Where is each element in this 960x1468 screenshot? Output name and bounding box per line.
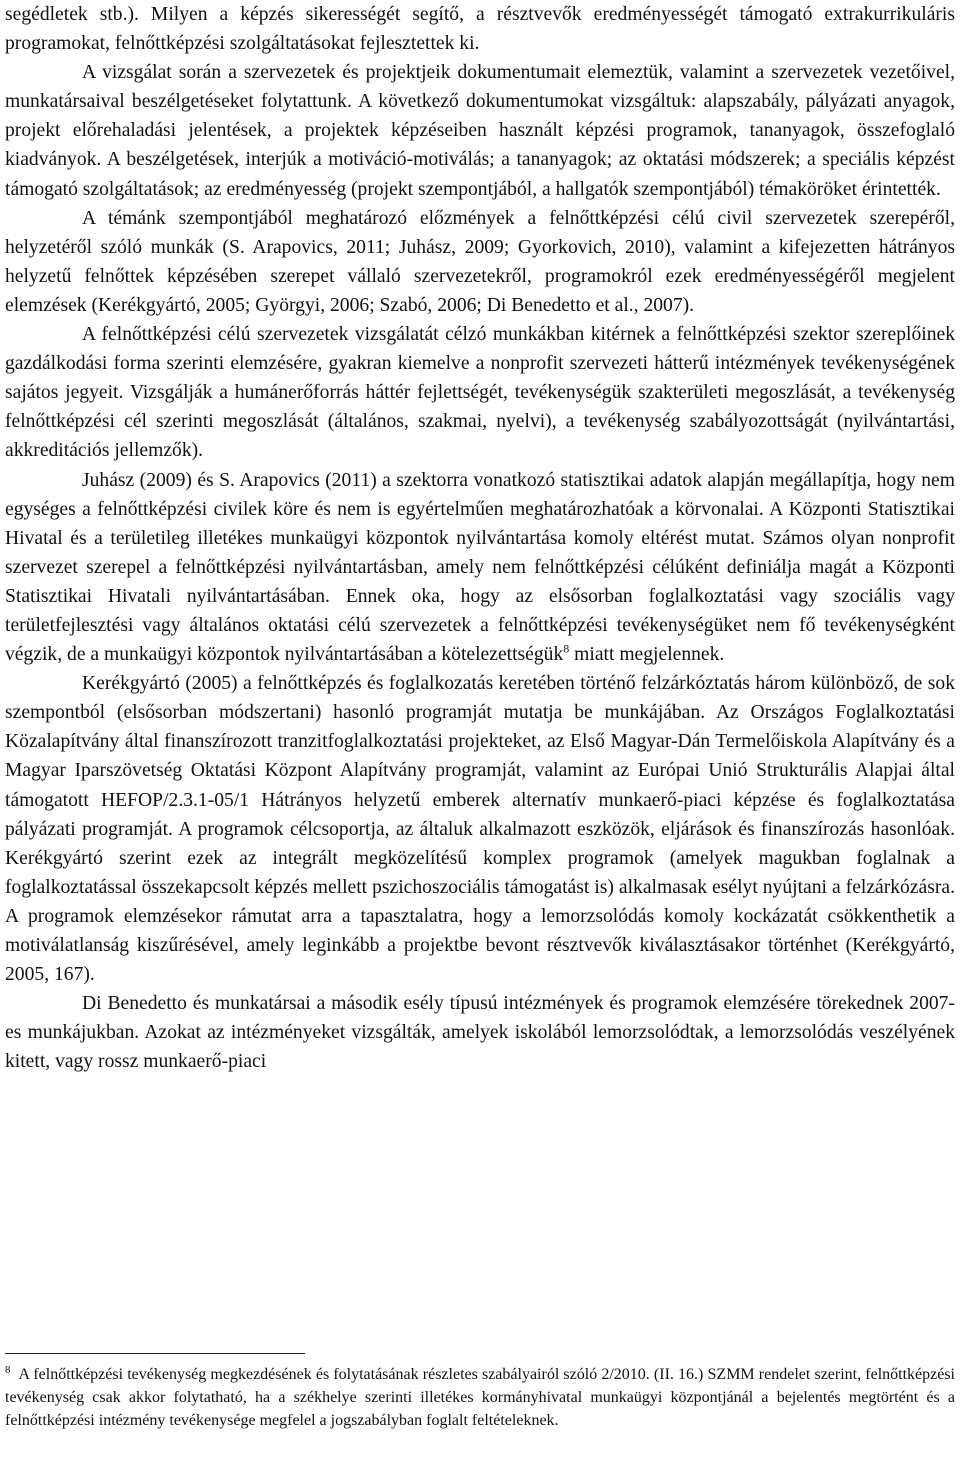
footnote-reference[interactable]: 8 [563, 641, 570, 656]
paragraph-antecedents: A témánk szempontjából meghatározó előzmények a felnőttképzési célú civil szervezetek szerepéről, helyzetéről szóló munkák (S. Arapovics, 2011; Juhász, 2009; Gyorkovich, 2010), valamint a kifejezetten hátrányos helyzetű felnőttek képzésében szerepet vállaló szervezetekről, programokról ezek eredményességéről megjelent elemzések (Kerékgyártó, 2005; Györgyi, 2006; Szabó, 2006; Di Benedetto et al., 2007). [5, 207, 955, 316]
footnote-divider [5, 1353, 305, 1354]
paragraph-statistics-end: miatt megjelennek. [569, 644, 725, 666]
body-text [5, 0, 955, 1076]
document-page [5, 0, 955, 1076]
footnote [5, 1363, 955, 1432]
footnote-paragraph [5, 1363, 955, 1432]
paragraph-methods: A vizsgálat során a szervezetek és projektjeik dokumentumait elemeztük, valamint a szervezetek vezetőivel, munkatársaival beszélgetéseket folytattunk. A következő dokumentumokat vizsgáltuk: alapszabály, pályázati anyagok, projekt előrehaladási jelentések, a projektek képzéseiben használt képzési programok, tananyagok, összefoglaló kiadványok. A beszélgetések, interjúk a motiváció-motiválás; a tananyagok; az oktatási módszerek; a speciális képzést támogató szolgáltatások; az eredményesség (projekt szempontjából, a hallgatók szempontjából) témaköröket érintették. [5, 62, 955, 200]
paragraph-continued: segédletek stb.). Milyen a képzés sikerességét segítő, a résztvevők eredményességét támogató extrakurrikuláris programokat, felnőttképzési szolgáltatásokat fejlesztettek ki. [5, 4, 955, 55]
paragraph-di-benedetto: Di Benedetto és munkatársai a második esély típusú intézmények és programok elemzésére törekednek 2007-es munkájukban. Azokat az intézményeket vizsgálták, amelyek iskolából lemorzsolódtak, a lemorzsolódás veszélyének kitett, vagy rossz munkaerő-piaci [5, 993, 955, 1073]
paragraph-organizations: A felnőttképzési célú szervezetek vizsgálatát célzó munkákban kitérnek a felnőttképzési szektor szereplőinek gazdálkodási forma szerinti elemzésére, gyakran kiemelve a nonprofit szervezeti hátterű intézmények tevékenységének sajátos jegyeit. Vizsgálják a humánerőforrás háttér fejlettségét, tevékenységük szakterületi megoszlását, a tevékenység felnőttképzési cél szerinti megoszlását (általános, szakmai, nyelvi), a tevékenység szabályozottságát (nyilvántartási, akkreditációs jellemzők). [5, 324, 955, 462]
footnote-text: A felnőttképzési tevékenység megkezdésének és folytatásának részletes szabályairól szóló 2/2010. (II. 16.) SZMM rendelet szerint, felnőttképzési tevékenység csak akkor folytatható, ha a székhelye szerinti illetékes kormányhivatal munkaügyi központjánál a bejelentés megtörtént és a felnőttképzési intézmény tevékenysége megfelel a jogszabályban foglalt feltételeknek. [5, 1366, 955, 1429]
paragraph-statistics-text: Juhász (2009) és S. Arapovics (2011) a szektorra vonatkozó statisztikai adatok alapján megállapítja, hogy nem egységes a felnőttképzési civilek köre és nem is egyértelműen meghatározhatóak a körvonalai. A Központi Statisztikai Hivatal és a területileg illetékes munkaügyi központok nyilvántartása komoly eltérést mutat. Számos olyan nonprofit szervezet szerepel a felnőttképzési nyilvántartásban, amely nem felnőttképzési célúként definiálja magát a Központi Statisztikai Hivatali nyilvántartásában. Ennek oka, hogy az elsősorban foglalkoztatási vagy szociális vagy területfejlesztési vagy általános oktatási célú szervezetek a felnőttképzési tevékenységüket nem fő tevékenységként végzik, de a munkaügyi központok nyilvántartásában a kötelezettségük [5, 469, 955, 666]
paragraph-kerekgyarto: Kerékgyártó (2005) a felnőttképzés és foglalkozatás keretében történő felzárkóztatás három különböző, de sok szempontból (elsősorban módszertani) hasonló programját mutatja be munkájában. Az Országos Foglalkoztatási Közalapítvány által finanszírozott tranzitfoglalkoztatási projekteket, az Első Magyar-Dán Termelőiskola Alapítvány és a Magyar Iparszövetség Oktatási Központ Alapítvány programját, valamint az Európai Unió Strukturális Alapjai által támogatott HEFOP/2.3.1-05/1 Hátrányos helyzetű emberek alternatív munkaerő-piaci képzése és foglalkoztatása pályázati programját. A programok célcsoportja, az általuk alkalmazott eszközök, eljárások és finanszírozás hasonlóak. Kerékgyártó szerint ezek az integrált megközelítésű komplex programok (amelyek magukban foglalnak a foglalkoztatással összekapcsolt képzés mellett pszichoszociális támogatást is) alkalmasak esélyt nyújtani a felzárkózásra. A programok elemzésekor rámutat arra a tapasztalatra, hogy a lemorzsolódás komoly kockázatát csökkenthetik a motiválatlanság kiszűrésével, amely leginkább a projektbe bevont résztvevők kiválasztásakor történhet (Kerékgyártó, 2005, 167). [5, 673, 955, 986]
footnote-number: 8 [5, 1363, 11, 1376]
paragraph-statistics [5, 466, 955, 670]
